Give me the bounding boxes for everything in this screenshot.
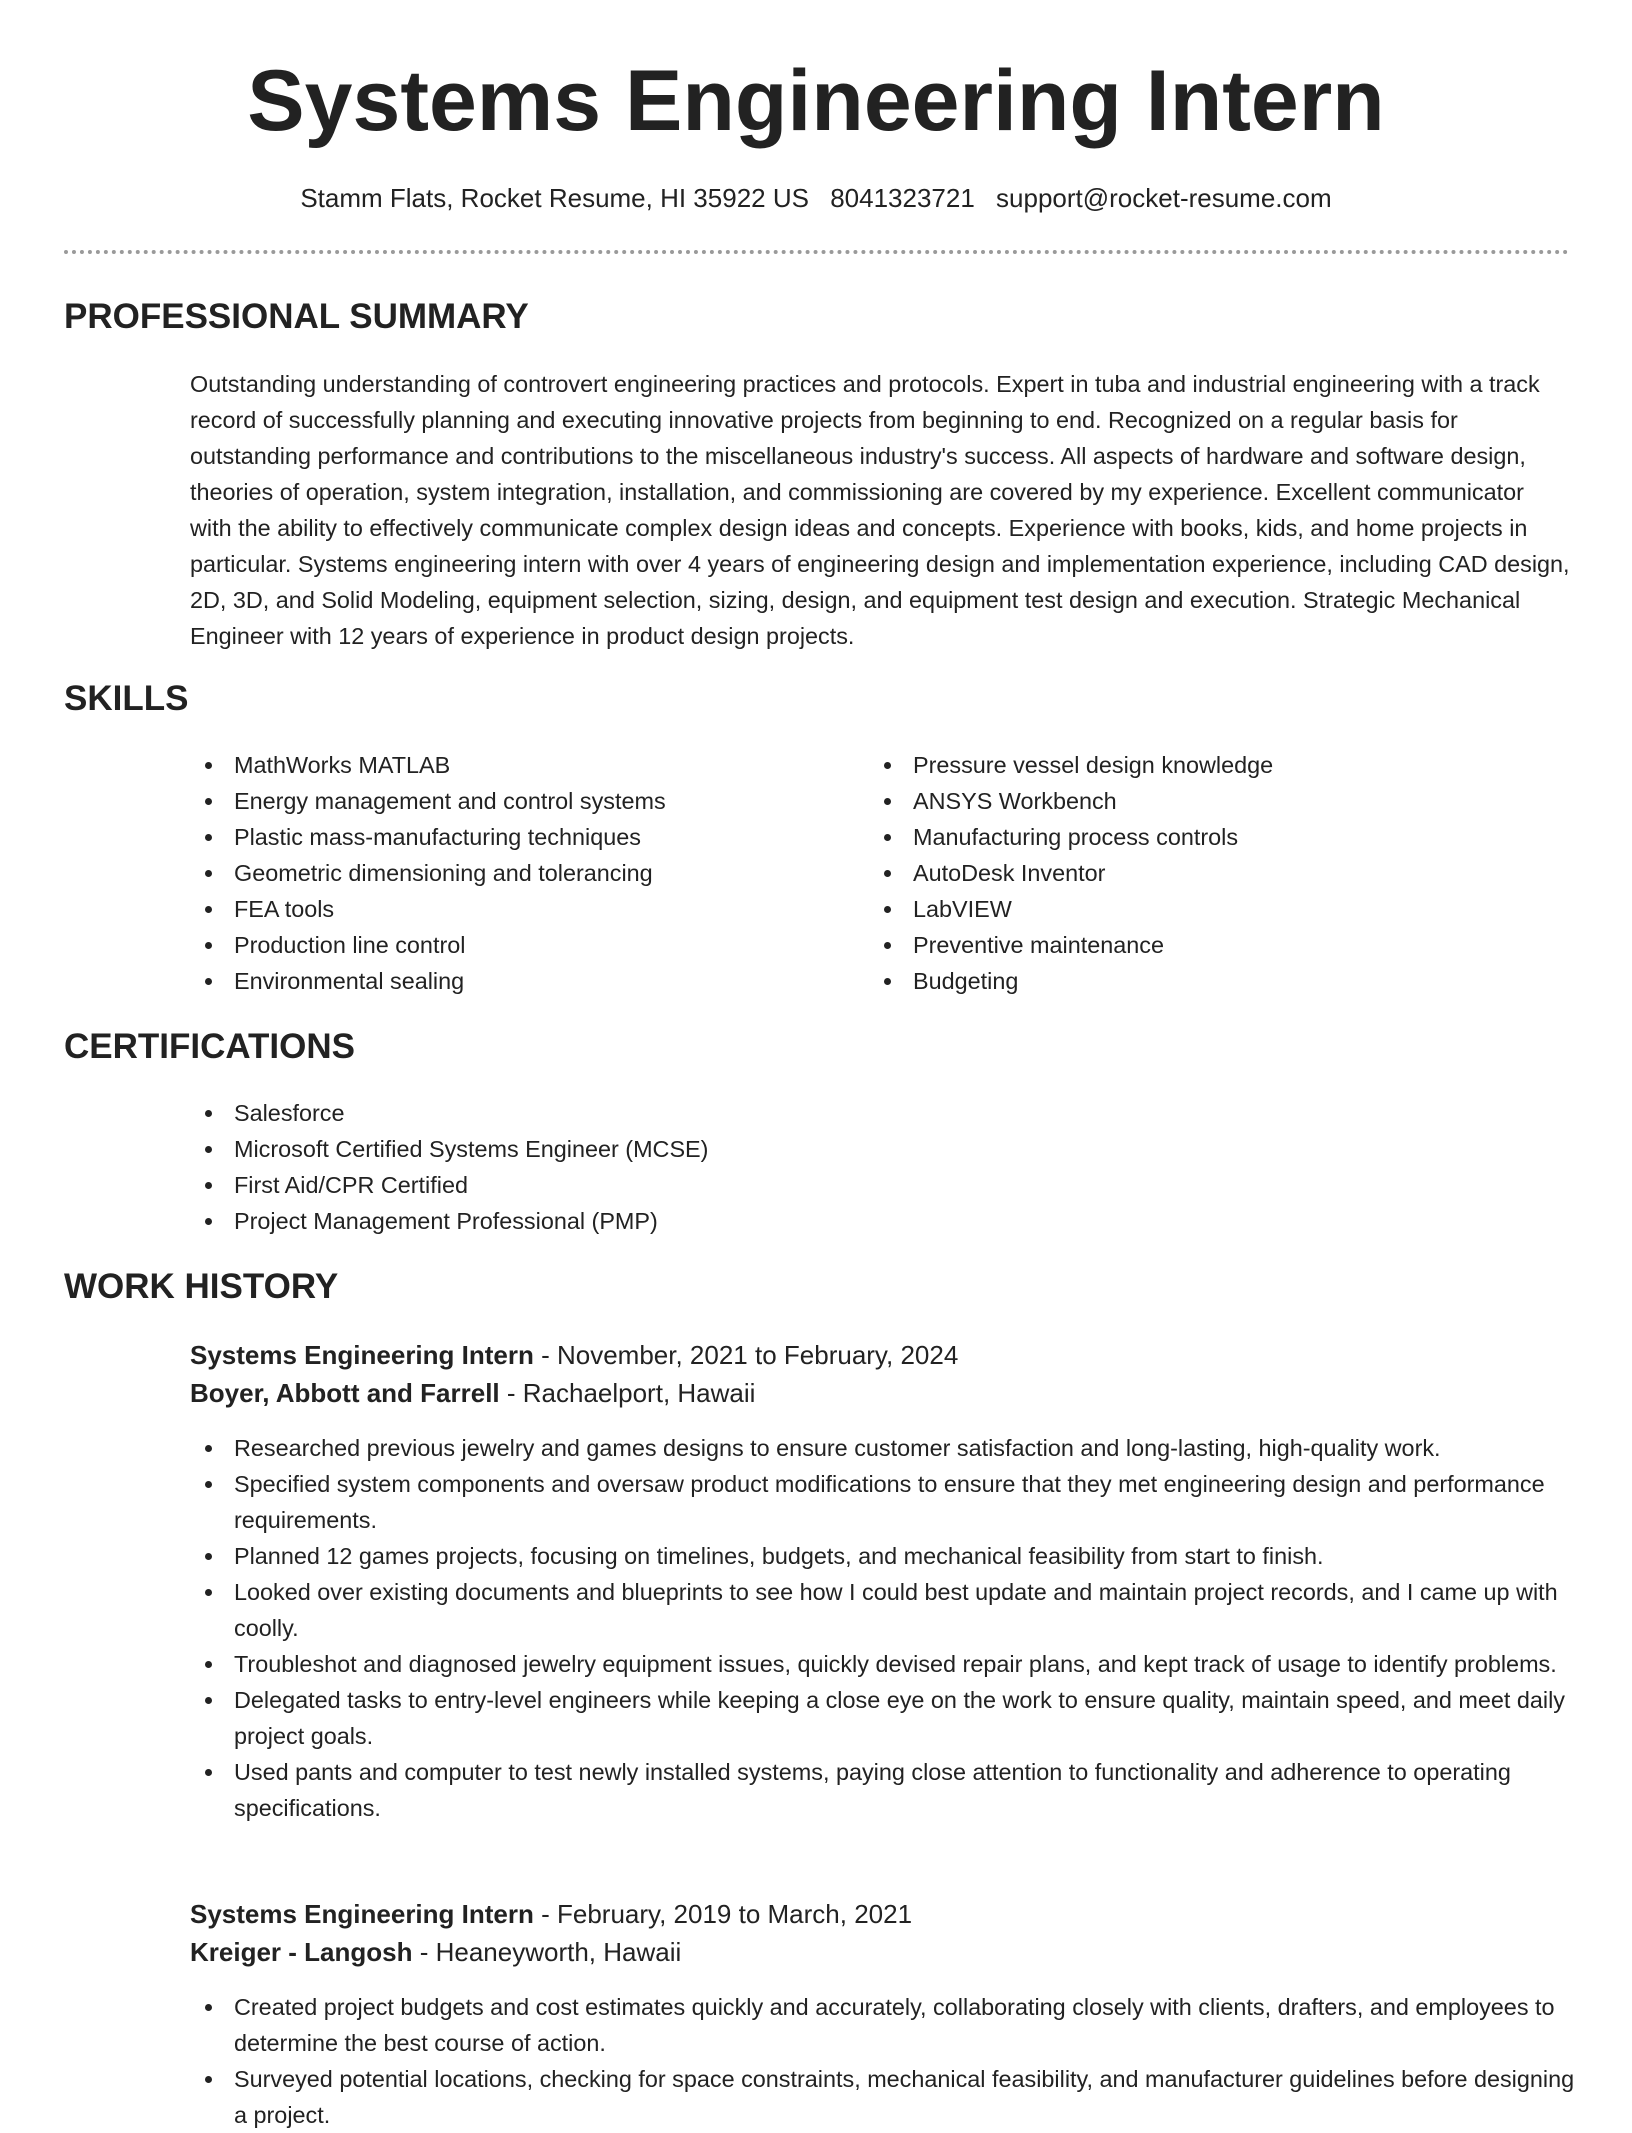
list-item: Budgeting [869, 963, 1529, 999]
list-item: ANSYS Workbench [869, 783, 1529, 819]
job-2-role: Systems Engineering Intern [190, 1899, 534, 1929]
list-item: Created project budgets and cost estimates quickly and accurately, collaborating closely with clients, drafters, and employees to determine the best course of action. [190, 1989, 1575, 2061]
list-item: LabVIEW [869, 891, 1529, 927]
job-1-role: Systems Engineering Intern [190, 1340, 534, 1370]
list-item: Project Management Professional (PMP) [190, 1203, 1090, 1239]
certifications-list [190, 1095, 1090, 1239]
list-item: Planned 12 games projects, focusing on timelines, budgets, and mechanical feasibility from start to finish. [190, 1538, 1575, 1574]
job-1-company: Boyer, Abbott and Farrell [190, 1378, 500, 1408]
contact-address: Stamm Flats, Rocket Resume, HI 35922 US [300, 183, 809, 213]
job-2-company-line [190, 1933, 681, 1971]
list-item: Environmental sealing [190, 963, 850, 999]
job-1-title-line [190, 1336, 958, 1374]
list-item: Plastic mass-manufacturing techniques [190, 819, 850, 855]
list-item: Researched previous jewelry and games designs to ensure customer satisfaction and long-lasting, high-quality work. [190, 1430, 1575, 1466]
list-item: Pressure vessel design knowledge [869, 747, 1529, 783]
summary-heading: PROFESSIONAL SUMMARY [64, 297, 529, 336]
list-item: Looked over existing documents and blueprints to see how I could best update and maintain project records, and I came up with coolly. [190, 1574, 1575, 1646]
list-item: Production line control [190, 927, 850, 963]
job-2-duties [190, 1989, 1575, 2133]
job-2-location: - Heaneyworth, Hawaii [412, 1937, 682, 1967]
job-2-dates: - February, 2019 to March, 2021 [533, 1899, 913, 1929]
resume-name: Systems Engineering Intern [247, 53, 1385, 149]
list-item: Delegated tasks to entry-level engineers while keeping a close eye on the work to ensure quality, maintain speed, and meet daily project goals. [190, 1682, 1575, 1754]
list-item: MathWorks MATLAB [190, 747, 850, 783]
job-2-company: Kreiger - Langosh [190, 1937, 413, 1967]
header-divider [64, 250, 1569, 254]
summary-text: Outstanding understanding of controvert engineering practices and protocols. Expert in tuba and industrial engineering with a track record of successfully planning and executing innovative projects from beginning to end. Recognized on a regular basis for outstanding performance and contributions to the miscellaneous industry's success. All aspects of hardware and software design, theories of operation, system integration, installation, and commissioning are covered by my experience. Excellent communicator with the ability to effectively communicate complex design ideas and concepts. Experience with books, kids, and home projects in particular. Systems engineering intern with over 4 years of engineering design and implementation experience, including CAD design, 2D, 3D, and Solid Modeling, equipment selection, sizing, design, and equipment test design and execution. Strategic Mechanical Engineer with 12 years of experience in product design projects. [190, 371, 1570, 649]
job-1-company-line [190, 1374, 755, 1412]
job-1-dates: - November, 2021 to February, 2024 [533, 1340, 959, 1370]
list-item: Surveyed potential locations, checking for space constraints, mechanical feasibility, and manufacturer guidelines before designing a project. [190, 2061, 1575, 2133]
list-item: Salesforce [190, 1095, 1090, 1131]
skills-list-right [869, 747, 1529, 999]
list-item: AutoDesk Inventor [869, 855, 1529, 891]
list-item: Used pants and computer to test newly installed systems, paying close attention to functionality and adherence to operating specifications. [190, 1754, 1575, 1826]
contact-phone: 8041323721 [830, 183, 975, 213]
job-1-location: - Rachaelport, Hawaii [499, 1378, 756, 1408]
list-item: Preventive maintenance [869, 927, 1529, 963]
list-item: FEA tools [190, 891, 850, 927]
job-1-duties [190, 1430, 1575, 1826]
skills-heading: SKILLS [64, 679, 189, 718]
work-history-heading: WORK HISTORY [64, 1267, 339, 1306]
list-item: Troubleshot and diagnosed jewelry equipment issues, quickly devised repair plans, and kept track of usage to identify problems. [190, 1646, 1575, 1682]
list-item: First Aid/CPR Certified [190, 1167, 1090, 1203]
contact-line [0, 183, 1632, 214]
list-item: Manufacturing process controls [869, 819, 1529, 855]
certifications-heading: CERTIFICATIONS [64, 1027, 356, 1066]
skills-list-left [190, 747, 850, 999]
list-item: Geometric dimensioning and tolerancing [190, 855, 850, 891]
list-item: Microsoft Certified Systems Engineer (MCSE) [190, 1131, 1090, 1167]
list-item: Energy management and control systems [190, 783, 850, 819]
list-item: Specified system components and oversaw product modifications to ensure that they met engineering design and performance requirements. [190, 1466, 1575, 1538]
contact-email: support@rocket-resume.com [996, 183, 1332, 213]
job-2-title-line [190, 1895, 912, 1933]
